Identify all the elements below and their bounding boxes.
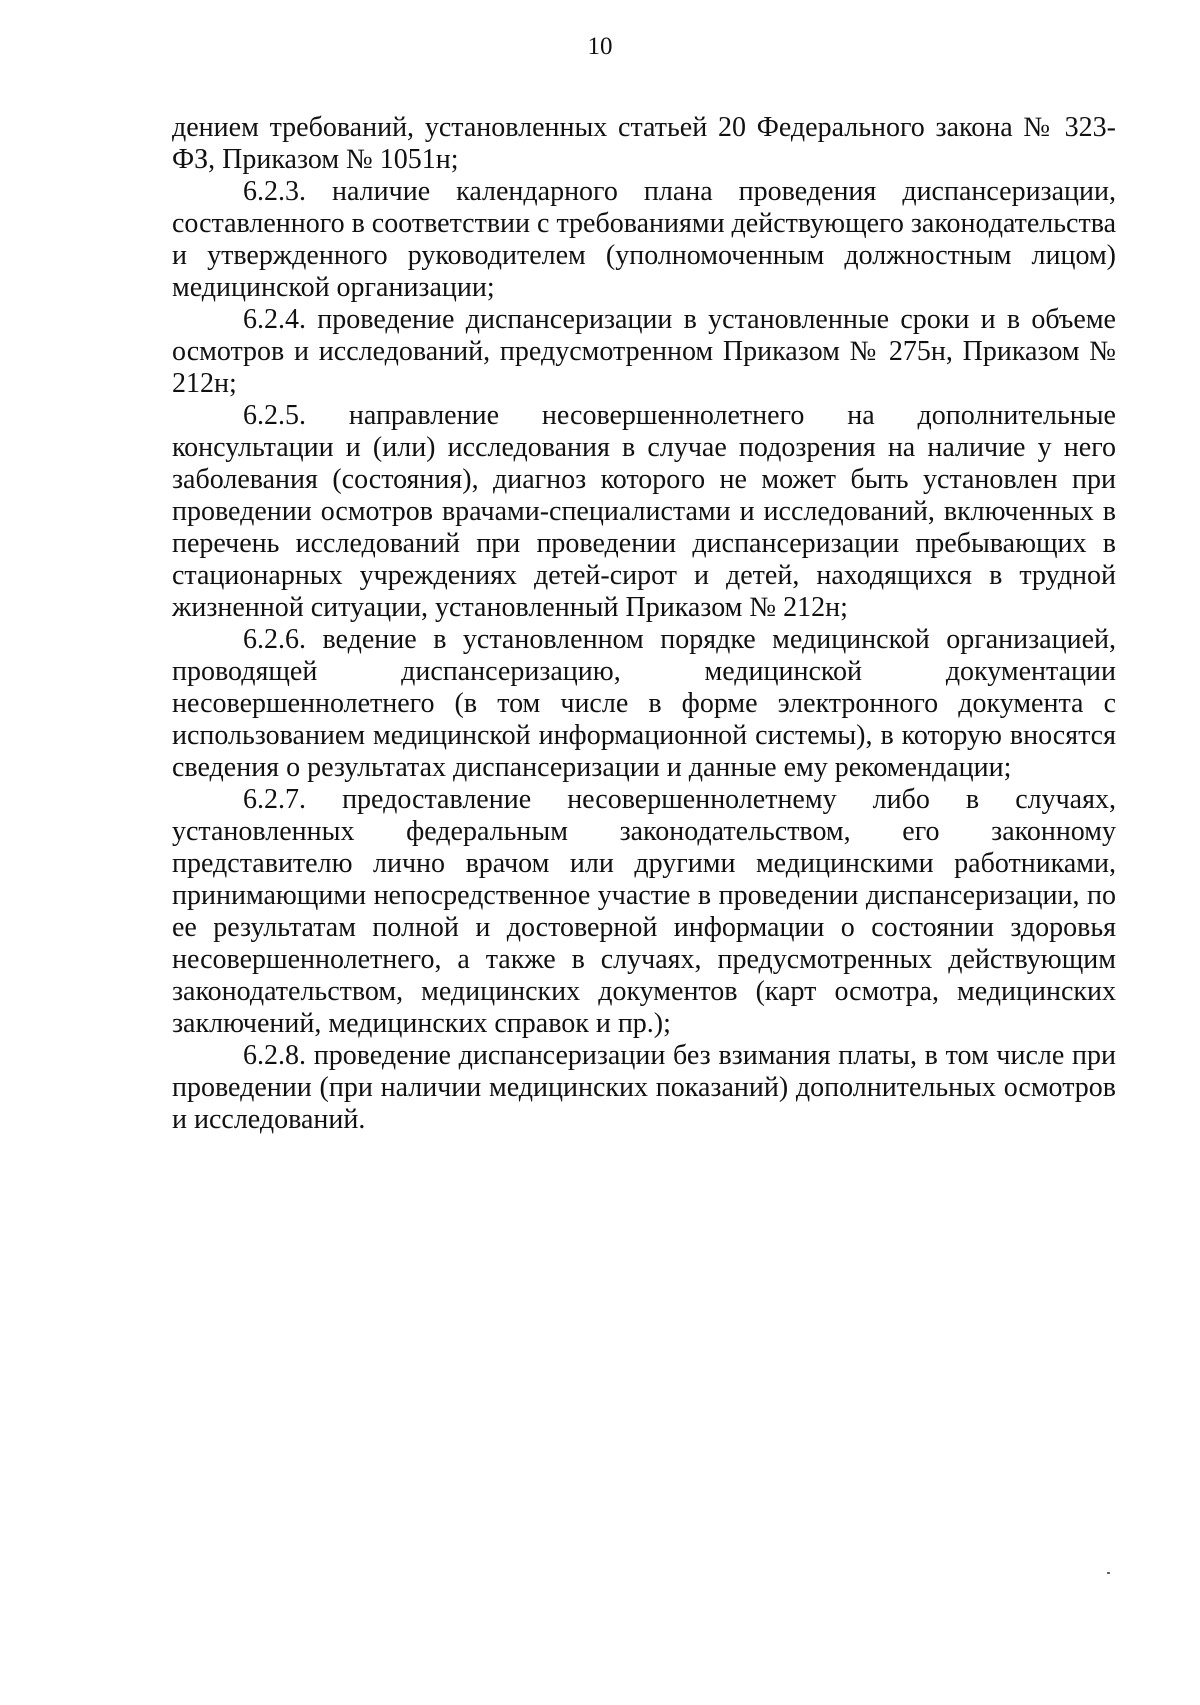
- scan-mark: [1107, 1572, 1110, 1574]
- paragraph-6-2-6: 6.2.6. ведение в установленном порядке медицинской организацией, проводящей диспансеризацию, медицинской документации несовершеннолетнего (в том числе в форме электронного документа с использованием медицинской информационной системы), в которую вносятся сведения о результатах диспансеризации и данные ему рекомендации;: [172, 624, 1116, 783]
- page-number: 10: [587, 33, 613, 60]
- continued-paragraph: дением требований, установленных статьей 20 Федерального закона № 323-ФЗ, Приказом № 1051н;: [172, 112, 1116, 175]
- paragraph-6-2-4: 6.2.4. проведение диспансеризации в установленные сроки и в объеме осмотров и исследований, предусмотренном Приказом № 275н, Приказом № 212н;: [172, 304, 1116, 399]
- document-body: [172, 112, 1116, 1136]
- paragraph-6-2-5: 6.2.5. направление несовершеннолетнего на дополнительные консультации и (или) исследования в случае подозрения на наличие у него заболевания (состояния), диагноз которого не может быть установлен при проведении осмотров врачами-специалистами и исследований, включенных в перечень исследований при проведении диспансеризации пребывающих в стационарных учреждениях детей-сирот и детей, находящихся в трудной жизненной ситуации, установленный Приказом № 212н;: [172, 400, 1116, 623]
- paragraph-6-2-7: 6.2.7. предоставление несовершеннолетнему либо в случаях, установленных федеральным законодательством, его законному представителю лично врачом или другими медицинскими работниками, принимающими непосредственное участие в проведении диспансеризации, по ее результатам полной и достоверной информации о состоянии здоровья несовершеннолетнего, а также в случаях, предусмотренных действующим законодательством, медицинских документов (карт осмотра, медицинских заключений, медицинских справок и пр.);: [172, 784, 1116, 1039]
- paragraph-6-2-3: 6.2.3. наличие календарного плана проведения диспансеризации, составленного в соответствии с требованиями действующего законодательства и утвержденного руководителем (уполномоченным должностным лицом) медицинской организации;: [172, 176, 1116, 303]
- paragraph-6-2-8: 6.2.8. проведение диспансеризации без взимания платы, в том числе при проведении (при наличии медицинских показаний) дополнительных осмотров и исследований.: [172, 1040, 1116, 1135]
